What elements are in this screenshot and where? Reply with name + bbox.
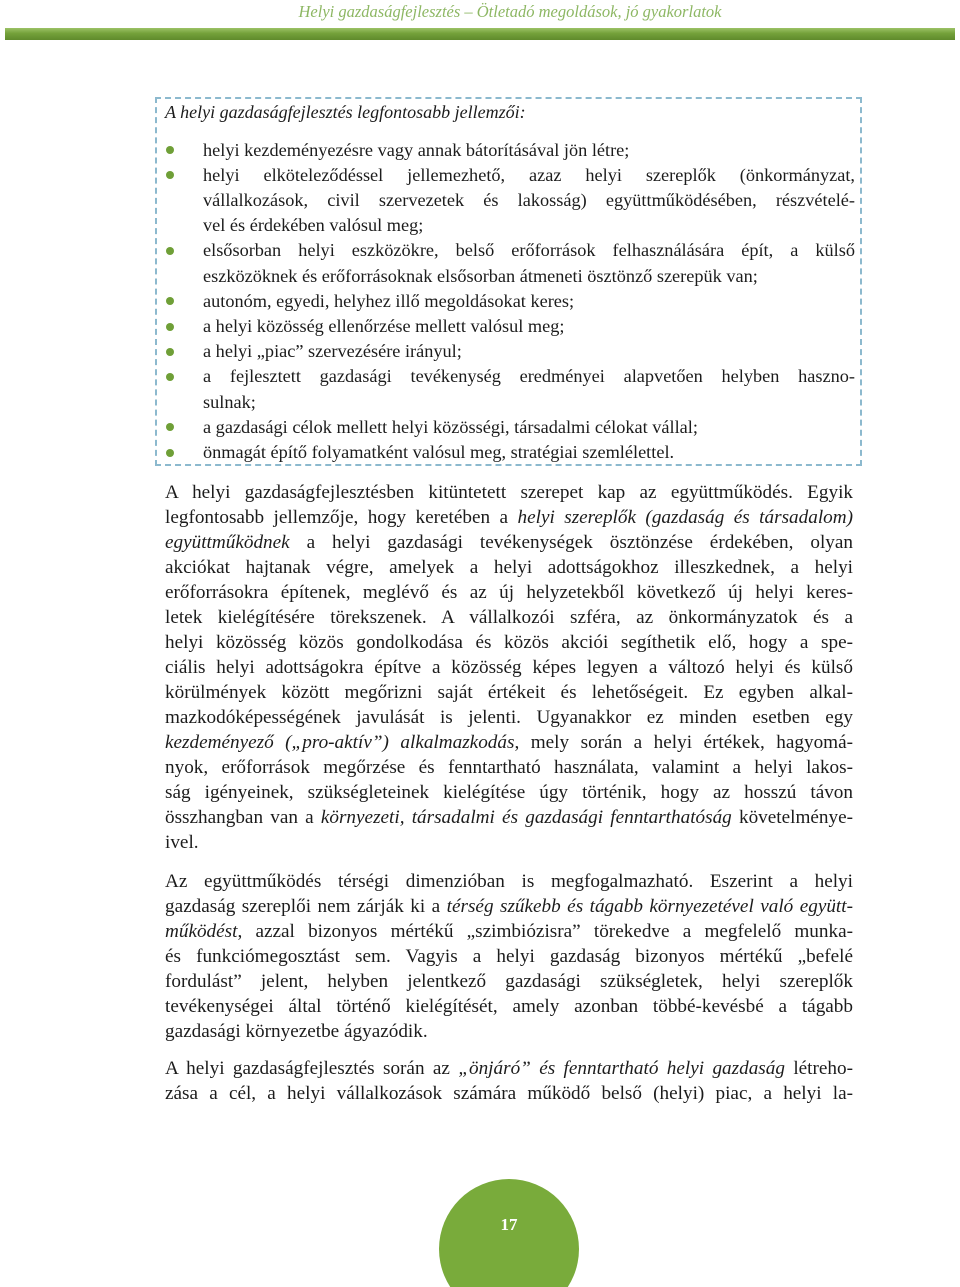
text-line: vel és érdekében valósul meg; (203, 215, 424, 236)
feature-box-title: A helyi gazdaságfejlesztés legfontosabb jellemzői: (165, 102, 526, 122)
text-line (165, 919, 853, 944)
text-line: helyi kezdeményezésre vagy annak bátorításával jön létre; (203, 139, 630, 160)
feature-list-item (203, 415, 855, 440)
text-segment: helyi közösség közös gondolkodása és közös akciói segíthetik elő, hogy a spe- (165, 631, 853, 653)
text-line: sulnak; (203, 391, 256, 412)
emphasis-segment: környezeti, társadalmi és gazdasági fenntarthatóság (320, 807, 732, 829)
text-segment: gazdasági környezetbe ágyazódik. (165, 1021, 428, 1043)
text-line (165, 944, 853, 969)
emphasis-segment: működést (165, 921, 238, 943)
emphasis-segment: kezdeményező („pro-aktív”) alkalmazkodás (165, 731, 515, 753)
text-segment: ciális helyi adottságokra építve a közösség képes legyen a változó helyi és külső (165, 656, 853, 678)
emphasis-segment: együttműködnek (165, 531, 290, 553)
text-segment: akciókat hajtanak végre, amelyek a helyi adottságokhoz illeszkednek, a helyi (165, 556, 853, 578)
text-segment: erőforrásokra építenek, meglévő és az új helyzetekből következő új helyi keres- (165, 581, 853, 603)
text-segment: legfontosabb jellemzője, hogy keretében a (165, 506, 518, 528)
text-segment: A helyi gazdaságfejlesztésben kitüntetett szerepet kap az együttműködés. Egyik (165, 481, 853, 503)
text-segment: körülmények között megőrizni saját értékeit és lehetőségeit. Ez egyben alkal- (165, 681, 853, 703)
bullet-icon (166, 323, 174, 331)
emphasis-segment: „önjáró” és fenntartható helyi gazdaság (458, 1057, 785, 1079)
text-line (165, 894, 853, 919)
text-line (165, 994, 853, 1019)
bullet-icon (166, 373, 174, 381)
text-segment: zása a cél, a helyi vállalkozások számára működő belső (helyi) piac, a helyi la- (165, 1082, 853, 1104)
text-line (165, 1081, 853, 1106)
text-line (165, 480, 853, 505)
text-segment: követelménye- (731, 807, 853, 829)
feature-list-item (203, 440, 855, 465)
text-segment: ivel. (165, 832, 199, 854)
emphasis-segment: helyi szereplők (gazdaság és társadalom) (517, 506, 853, 528)
text-segment: összhangban van a (165, 807, 321, 829)
text-segment: A helyi gazdaságfejlesztés során az (165, 1057, 459, 1079)
bullet-icon (166, 247, 174, 255)
text-line (165, 555, 853, 580)
body-paragraph (165, 1056, 853, 1106)
text-segment: létreho- (784, 1057, 853, 1079)
text-segment: mazkodóképességének javulását is jelenti. Ugyanakkor ez minden esetben egy (165, 706, 853, 728)
text-segment: fordulást” jelent, helyben jelentkező gazdasági szükségletek, helyi szereplők (165, 971, 853, 993)
text-line (165, 505, 853, 530)
text-line (165, 830, 853, 855)
text-line (165, 755, 853, 780)
bullet-icon (166, 348, 174, 356)
page-number: 17 (500, 1215, 518, 1234)
text-line (165, 780, 853, 805)
text-line: helyi elköteleződéssel jellemezhető, azaz helyi szereplők (önkormányzat, (203, 164, 855, 185)
body-text (165, 480, 853, 1106)
text-line (165, 805, 853, 830)
body-paragraph (165, 869, 853, 1044)
feature-list-item (203, 339, 855, 364)
text-line: autonóm, egyedi, helyhez illő megoldásokat keres; (203, 290, 575, 311)
text-line (165, 580, 853, 605)
bullet-icon (166, 449, 174, 457)
text-line: a fejlesztett gazdasági tevékenység eredményei alapvetően helyben haszno- (203, 366, 855, 387)
text-line: önmagát építő folyamatként valósul meg, stratégiai szemlélettel. (203, 441, 675, 462)
text-line (165, 869, 853, 894)
feature-list-item (203, 289, 855, 314)
text-segment: , azzal bizonyos mértékű „szimbiózisra” törekedve a megfelelő munka- (237, 921, 853, 943)
text-line (165, 530, 853, 555)
text-line (165, 1019, 853, 1044)
text-line (165, 680, 853, 705)
text-segment: ság igényeinek, szükségleteinek kielégítése úgy történik, hogy az hosszú távon (165, 782, 853, 804)
text-segment: letek kielégítésére törekszenek. A vállalkozói szféra, az önkormányzatok és a (165, 606, 853, 628)
text-line (165, 969, 853, 994)
text-line: vállalkozások, civil szervezetek és lakosság) együttműködésében, részvételé- (203, 189, 855, 210)
text-segment: nyok, erőforrások megőrzése és fenntartható használata, valamint a helyi lakos- (165, 757, 853, 779)
feature-list-item (203, 238, 855, 288)
text-line: elsősorban helyi eszközökre, belső erőforrások felhasználására épít, a külső (203, 240, 855, 261)
text-segment: , mely során a helyi értékek, hagyomá- (514, 731, 853, 753)
emphasis-segment: térség szűkebb és tágabb környezetével való együtt- (446, 896, 853, 918)
text-line (165, 655, 853, 680)
text-line (165, 705, 853, 730)
text-line (165, 605, 853, 630)
text-line (165, 630, 853, 655)
feature-list-item (203, 163, 855, 239)
feature-list-item (203, 364, 855, 414)
text-line: a gazdasági célok mellett helyi közösségi, társadalmi célokat vállal; (203, 416, 698, 437)
feature-list-item (203, 314, 855, 339)
text-line (165, 1056, 853, 1081)
text-segment: gazdaság szereplői nem zárják ki a (165, 896, 447, 918)
running-header: Helyi gazdaságfejlesztés – Ötletadó megoldások, jó gyakorlatok (298, 2, 722, 21)
header-rule (5, 28, 955, 40)
text-line: a helyi közösség ellenőrzése mellett valósul meg; (203, 315, 565, 336)
text-line (165, 730, 853, 755)
feature-list-item (203, 138, 855, 163)
text-segment: a helyi gazdasági tevékenységek ösztönzése érdekében, olyan (289, 531, 853, 553)
text-segment: és funkciómegosztást sem. Vagyis a helyi gazdaság bizonyos mértékű „befelé (165, 946, 853, 968)
text-segment: tevékenységei által történő kielégítését, amely azonban többé-kevésbé a tágabb (165, 996, 853, 1018)
text-segment: Az együttműködés térségi dimenzióban is megfogalmazható. Eszerint a helyi (165, 871, 853, 893)
text-line: eszközöknek és erőforrásoknak elsősorban átmeneti ösztönző szerepük van; (203, 265, 758, 286)
text-line: a helyi „piac” szervezésére irányul; (203, 341, 462, 362)
feature-list (203, 138, 855, 466)
body-paragraph (165, 480, 853, 856)
